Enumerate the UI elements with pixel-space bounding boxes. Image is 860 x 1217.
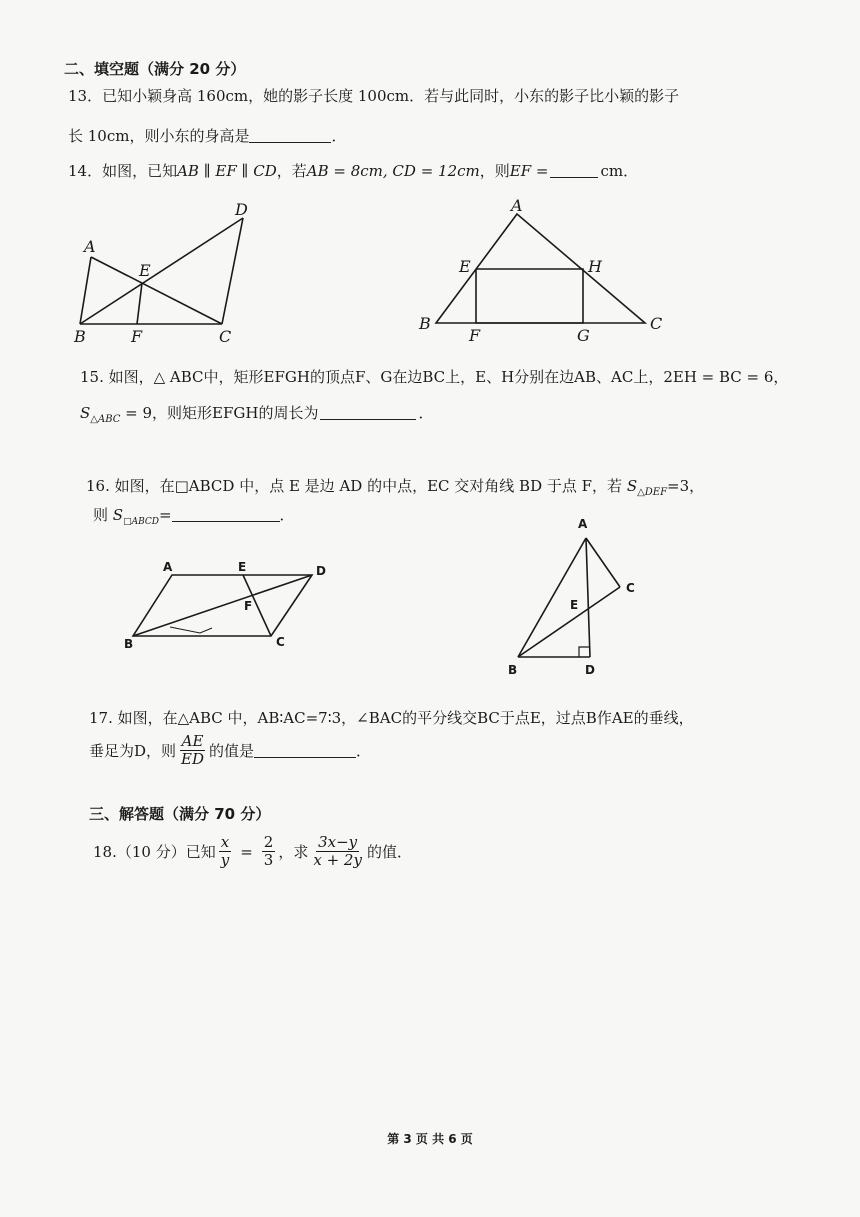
question-14-ask: ，则 — [479, 162, 510, 180]
question-13-line1: 13．已知小颖身高 160cm，她的影子长度 100cm．若与此同时，小东的影子比小颖的影子 — [68, 87, 680, 105]
fraction-two-thirds — [262, 834, 276, 870]
segment-ad — [586, 538, 590, 657]
label-c: C — [276, 635, 285, 649]
question-16-end: ． — [279, 506, 295, 524]
label-e: E — [139, 261, 151, 280]
area-subscript: □ABCD — [123, 517, 159, 527]
label-d: D — [235, 200, 248, 219]
fraction-denominator: 3 — [263, 851, 274, 870]
area-symbol: S — [626, 477, 638, 495]
label-c: C — [650, 314, 663, 333]
area-symbol: S — [112, 506, 124, 524]
fraction-numerator: AE — [181, 732, 204, 750]
fraction-ae-ed — [179, 733, 206, 769]
label-f: F — [131, 327, 143, 346]
question-13-end: ． — [331, 127, 347, 145]
label-b: B — [74, 327, 86, 346]
segment-bc — [518, 587, 620, 657]
question-14-ef: EF = — [509, 162, 549, 180]
section-heading-solutions: 三、解答题（满分 70 分） — [89, 805, 271, 823]
equals-sign: = — [240, 842, 253, 861]
question-18-mid: ，求 — [278, 842, 309, 861]
label-d: D — [585, 663, 595, 677]
label-f: F — [469, 326, 481, 345]
question-18-pre: 18.（10 分）已知 — [93, 842, 216, 861]
label-c: C — [626, 581, 635, 595]
area-subscript: △ABC — [90, 414, 121, 425]
question-16-post: =3， — [667, 477, 705, 495]
segment-ac — [586, 538, 620, 587]
question-17-line1: 17. 如图，在△ABC 中，AB∶AC=7∶3，∠BAC的平分线交BC于点E，过点B作AE的垂线， — [89, 709, 694, 727]
label-a: A — [578, 517, 588, 531]
question-14-mid: ，若 — [276, 162, 307, 180]
question-16-eq: = — [158, 506, 172, 524]
question-15-mid: = 9，则矩形EFGH的周长为 — [120, 404, 319, 422]
question-17-end: ． — [356, 741, 372, 760]
question-17-line2 — [89, 733, 371, 769]
label-h: H — [588, 257, 602, 276]
fraction-denominator: ED — [181, 750, 205, 769]
label-a: A — [84, 237, 96, 256]
fraction-numerator: 3x−y — [318, 833, 358, 851]
question-15-end: ． — [418, 404, 434, 422]
label-c: C — [219, 327, 232, 346]
fraction-denominator: x + 2y — [313, 851, 362, 870]
area-subscript: △DEF — [637, 487, 668, 498]
fraction-numerator: 2 — [263, 833, 274, 851]
question-18-line — [93, 834, 412, 870]
question-18-post: 的值． — [366, 842, 412, 861]
question-16-pre: 16. 如图，在□ABCD 中，点 E 是边 AD 的中点，EC 交对角线 BD 于点 F，若 — [86, 477, 627, 495]
page-number: 第 3 页 共 6 页 — [387, 1132, 473, 1146]
label-e: E — [459, 257, 471, 276]
area-symbol: S — [80, 404, 91, 422]
section-heading-fill-in: 二、填空题（满分 20 分） — [64, 60, 246, 78]
question-17-post: 的值是 — [209, 741, 255, 760]
answer-blank-17 — [254, 743, 356, 758]
label-e: E — [238, 560, 247, 574]
fraction-x-y — [219, 834, 231, 870]
question-16-pre2: 则 — [93, 506, 113, 524]
fraction-expression — [311, 834, 364, 870]
fraction-numerator: x — [220, 833, 230, 851]
question-14-unit: cm． — [600, 162, 639, 180]
label-e: E — [570, 598, 579, 612]
label-b: B — [124, 637, 134, 651]
label-b: B — [419, 314, 431, 333]
label-a: A — [511, 196, 523, 215]
label-f: F — [244, 599, 253, 613]
question-14-cond: AB ∥ EF ∥ CD — [177, 162, 277, 180]
question-15-line1: 15. 如图，△ ABC中，矩形EFGH的顶点F、G在边BC上，E、H分别在边AB、AC上，2EH = BC = 6， — [80, 368, 789, 386]
fraction-denominator: y — [220, 851, 230, 870]
question-13-text: 长 10cm，则小东的身高是 — [68, 127, 250, 145]
right-angle-mark — [579, 647, 589, 657]
question-17-pre: 垂足为D，则 — [89, 741, 177, 760]
label-g: G — [577, 326, 590, 345]
label-b: B — [508, 663, 518, 677]
label-d: D — [316, 564, 326, 578]
question-14-vals: AB = 8cm, CD = 12cm — [306, 162, 480, 180]
question-14-pre: 14．如图，已知 — [68, 162, 178, 180]
label-a: A — [163, 560, 173, 574]
